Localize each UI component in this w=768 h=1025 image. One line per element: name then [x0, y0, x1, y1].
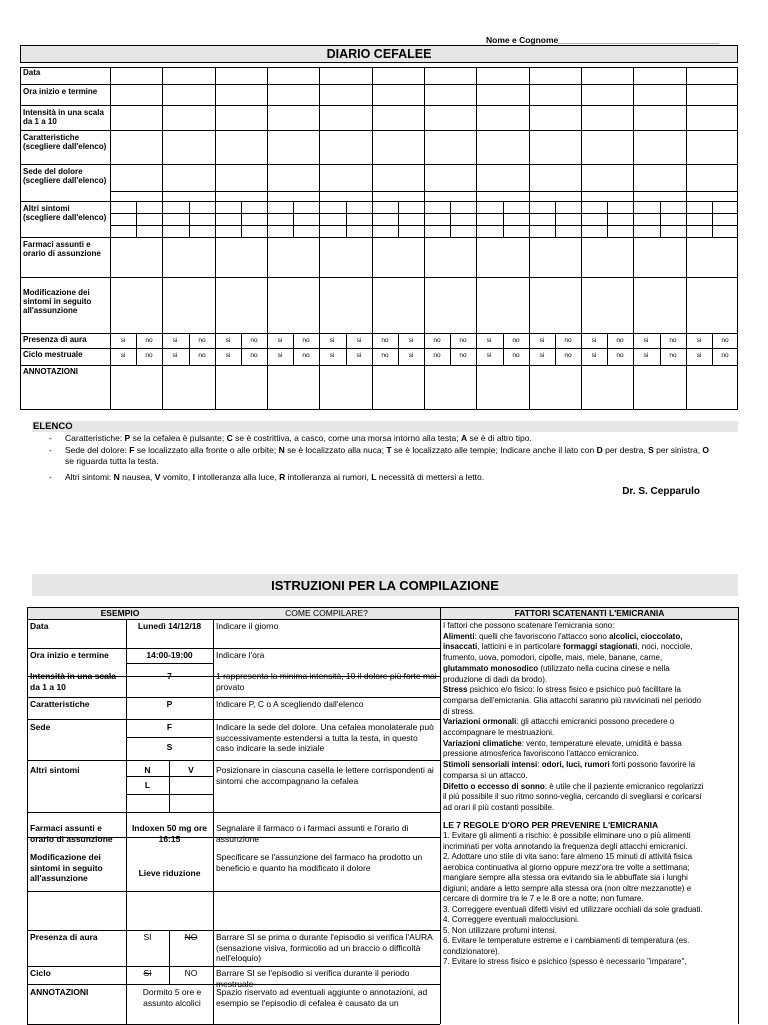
elenco-item	[49, 445, 715, 467]
ciclo-yes-no: si	[277, 352, 283, 359]
how-altri: Posizionare in ciascuna casella le lettere corrispondenti ai sintomi che accompagnano la cefalea	[216, 765, 434, 786]
aura-yes-no: si	[643, 337, 649, 344]
regola-line: 5. Non utilizzare profumi intensi.	[443, 925, 557, 935]
elenco-item	[49, 472, 745, 483]
aura-yes-no: no	[302, 337, 310, 344]
aura-yes-no: si	[486, 337, 492, 344]
diary-title: DIARIO CEFALEE	[20, 45, 738, 63]
row-rule	[27, 891, 440, 892]
elenco-item	[49, 433, 745, 444]
value-sede-2: S	[166, 742, 173, 752]
aura-yes-no: si	[120, 337, 126, 344]
text-span: Alimenti	[443, 631, 475, 641]
text-span: Stress	[443, 685, 468, 695]
fattori-line	[443, 792, 701, 802]
text-span: produzione di dadi da brodo).	[443, 674, 548, 684]
how-ora: Indicare l'ora	[216, 650, 265, 660]
elenco-header-bar	[32, 421, 738, 432]
row-label-ora: Ora inizio e termine	[30, 650, 109, 660]
text-span: T	[386, 445, 392, 455]
text-span: per destra,	[602, 445, 649, 455]
text-span: A	[460, 433, 468, 443]
value-altri-2: V	[188, 765, 194, 775]
text-span: intolleranza alla luce,	[194, 472, 280, 482]
row-label-aura: Presenza di aura	[30, 932, 98, 942]
aura-yes-no: no	[433, 337, 441, 344]
bullet-dash: -	[49, 445, 52, 455]
value-modificazione: Lieve riduzione	[138, 868, 201, 878]
half-column-rule	[346, 201, 347, 237]
example-table	[27, 607, 739, 1024]
row-label-caratteristiche: Caratteristiche	[30, 699, 90, 709]
inner-rule	[126, 794, 213, 795]
ciclo-yes-no: no	[512, 352, 520, 359]
aura-yes-no: no	[145, 337, 153, 344]
text-span: Variazioni climatiche	[443, 738, 522, 748]
value-ora: 14:00-19:00	[146, 650, 193, 660]
fattori-line	[443, 632, 682, 642]
regola-line: 1. Evitare gli alimenti a rischio: è possibile eliminare uno o più alimenti	[443, 831, 691, 840]
how-modificazione: Specificare se l'assunzione del farmaco ha prodotto un beneficio e quanto ha modificato il dolore	[216, 852, 423, 873]
inner-rule	[126, 663, 213, 664]
row-label-modificazione: Modificazione dei sintomi in seguito all'assunzione	[30, 852, 103, 883]
sub-row-rule	[110, 225, 738, 226]
half-column-rule	[293, 201, 294, 237]
row-rule	[27, 930, 440, 931]
how-sede: Indicare la sede del dolore. Una cefalea monolaterale può successivamente estendersi a tutta la testa, in questo caso indicare la sede iniziale	[216, 722, 434, 753]
half-column-rule	[398, 201, 399, 237]
row-rule	[27, 719, 440, 720]
text-span: I fattori che possono scatenare l'emicrania sono:	[443, 621, 615, 630]
name-surname-label: Nome e Cognome__________________________________	[486, 35, 719, 45]
text-span: Variazioni ormonali	[443, 717, 517, 727]
diary-row-label: Altri sintomi (scegliere dall'elenco)	[23, 204, 107, 222]
regola-line: aerobica continuativa al giorno oppure mezz'ora tre volte a settimana;	[443, 862, 690, 872]
sub-row-rule	[110, 191, 738, 192]
text-span: N	[113, 472, 120, 482]
text-span: comparsa si un attacco.	[443, 770, 528, 780]
text-span: Difetto o eccesso di sonno	[443, 781, 545, 791]
half-column-rule	[555, 201, 556, 237]
diary-row-label: Data	[23, 68, 41, 77]
text-span: :	[537, 760, 542, 770]
value-farmaci: Indoxen 50 mg ore 16:15	[131, 823, 208, 844]
aura-yes-no: si	[172, 337, 178, 344]
text-span: F	[129, 445, 135, 455]
regola-line: cercare di dormire tra le 7 e le 8 ore a notte; non fumare.	[443, 894, 644, 903]
text-span: per sinistra,	[653, 445, 703, 455]
bullet-dash: -	[49, 433, 52, 443]
value-caratteristiche: P	[166, 699, 173, 709]
value-sede-1: F	[166, 722, 173, 732]
text-span: frumento, uova, pomodori, cipolle, mais, mele, banane, carne,	[443, 653, 663, 663]
regola-line: 2. Adottare uno stile di vita sano: fare almeno 15 minuti di attività fisica	[443, 852, 693, 861]
text-span: , noci, nocciole,	[637, 642, 693, 652]
regola-line: 4. Correggere eventuali malocclusioni.	[443, 915, 580, 924]
row-rule	[20, 164, 738, 165]
ciclo-yes-no: si	[172, 352, 178, 359]
text-span: se è localizzato alla nuca;	[284, 445, 387, 455]
aura-yes-no: si	[591, 337, 597, 344]
text-span: Stimoli sensoriali intensi	[443, 760, 538, 770]
ciclo-yes-no: no	[145, 352, 153, 359]
how-data: Indicare il giorno	[216, 621, 279, 631]
table-border	[20, 409, 738, 410]
inner-rule	[126, 737, 213, 738]
aura-yes-no: si	[329, 337, 335, 344]
text-span: Sede del dolore:	[65, 445, 130, 455]
diary-row-label: ANNOTAZIONI	[23, 367, 78, 376]
text-span: : vento, temperature elevate, umidità e bassa	[521, 738, 682, 748]
text-span: il più possibile il suo ritmo sonno-veglia, cercando di svegliarsi e coricarsi	[443, 792, 702, 802]
ciclo-yes-no: si	[408, 352, 414, 359]
regole-title: LE 7 REGOLE D'ORO PER PREVENIRE L'EMICRANIA	[443, 820, 659, 830]
text-span: : gli attacchi emicranici possono precedere o	[516, 717, 675, 727]
text-span: (utilizzato nella cucina cinese e nella	[538, 663, 670, 673]
fattori-line	[443, 664, 670, 674]
ciclo-yes-no: si	[329, 352, 335, 359]
row-rule	[27, 966, 440, 967]
aura-yes-no: si	[696, 337, 702, 344]
value-altri-1: N	[144, 765, 151, 775]
row-rule	[27, 760, 440, 761]
fattori-line	[443, 621, 614, 631]
text-span: glutammato monosodico	[443, 663, 539, 673]
ciclo-yes-no: si	[591, 352, 597, 359]
fattori-line	[443, 771, 527, 781]
diary-row-label: Sede del dolore (scegliere dall'elenco)	[23, 167, 107, 185]
fattori-line	[443, 739, 682, 749]
how-farmaci: Segnalare il farmaco o i farmaci assunti e l'orario di assunzione	[216, 823, 409, 844]
aura-yes-no: no	[250, 337, 258, 344]
text-span: : è utile che il paziente emicranico regolarizzi	[544, 781, 704, 791]
text-span: V	[154, 472, 161, 482]
aura-yes-no: no	[721, 337, 729, 344]
text-span: C	[226, 433, 233, 443]
diary-row-label: Ora inizio e termine	[23, 87, 98, 96]
aura-yes-no: si	[539, 337, 545, 344]
ciclo-yes-no: no	[381, 352, 389, 359]
diary-row-label: Presenza di aura	[23, 335, 87, 344]
aura-yes-no: no	[564, 337, 572, 344]
text-span: O	[702, 445, 710, 455]
aura-yes-no: no	[512, 337, 520, 344]
text-span: odori, luci, rumori	[541, 760, 610, 770]
ciclo-yes-no: si	[486, 352, 492, 359]
value-aura-no: NO	[184, 932, 198, 942]
value-data: Lunedì 14/12/18	[137, 621, 202, 631]
ciclo-yes-no: si	[643, 352, 649, 359]
text-span: nausea,	[119, 472, 155, 482]
half-column-rule	[660, 201, 661, 237]
ciclo-yes-no: no	[198, 352, 206, 359]
text-span: insaccati	[443, 642, 478, 652]
text-span: alcolici, cioccolato,	[609, 631, 683, 641]
column-rule	[440, 607, 441, 1024]
diary-row-label: Intensità in una scala da 1 a 10	[23, 108, 104, 126]
ciclo-yes-no: si	[120, 352, 126, 359]
value-ciclo-si: SI	[143, 968, 152, 978]
fattori-line	[443, 707, 475, 717]
row-rule	[20, 105, 738, 106]
ciclo-yes-no: si	[356, 352, 362, 359]
ciclo-yes-no: si	[539, 352, 545, 359]
half-column-rule	[241, 201, 242, 237]
text-span: se è localizzato alle tempie; Indicare anche il lato con	[391, 445, 597, 455]
text-span: D	[596, 445, 603, 455]
value-aura-si: SI	[143, 932, 152, 942]
row-rule	[20, 333, 738, 334]
text-span: comparsa dell'emicrania. Glia attacchi saranno più ravvicinati nel periodo	[443, 695, 702, 705]
text-span: di stress.	[443, 706, 476, 716]
fattori-line	[443, 782, 704, 792]
text-span: se riguarda tutta la testa.	[65, 456, 159, 466]
aura-yes-no: si	[356, 337, 362, 344]
fattori-line	[443, 685, 681, 695]
ciclo-yes-no: no	[302, 352, 310, 359]
row-rule	[20, 84, 738, 85]
ciclo-yes-no: no	[250, 352, 258, 359]
headache-diary-table	[20, 67, 738, 410]
row-label-ciclo: Ciclo	[30, 968, 51, 978]
table-border	[20, 67, 21, 410]
ciclo-yes-no: no	[721, 352, 729, 359]
ciclo-yes-no: si	[696, 352, 702, 359]
fattori-line	[443, 642, 692, 652]
row-rule	[20, 348, 738, 349]
fattori-line	[443, 675, 547, 685]
diary-row-label: Modificazione dei sintomi in seguito all'assunzione	[23, 288, 92, 315]
signature: Dr. S. Cepparulo	[622, 486, 700, 497]
text-span: se localizzato alla fronte o alle orbite;	[134, 445, 279, 455]
ciclo-yes-no: no	[669, 352, 677, 359]
regola-line: 7. Evitare lo stress fisico e psichico (spesso è necessario "imparare",	[443, 957, 687, 966]
text-span: ad orari il più costanti possibile.	[443, 802, 555, 812]
row-rule	[20, 201, 738, 202]
fattori-line	[443, 728, 554, 738]
text-span: Altri sintomi:	[65, 472, 114, 482]
text-span: , latticini e in particolare	[477, 642, 564, 652]
value-altri-3: L	[144, 780, 151, 790]
text-span: R	[279, 472, 286, 482]
ciclo-yes-no: no	[564, 352, 572, 359]
regola-line: digiuni; andare a letto sempre alla stessa ora (non oltre mezzanotte) e	[443, 883, 692, 893]
diary-row-label: Caratteristiche (scegliere dall'elenco)	[23, 133, 107, 151]
aura-yes-no: no	[459, 337, 467, 344]
aura-yes-no: no	[381, 337, 389, 344]
row-label-data: Data	[30, 621, 49, 631]
text-span: accompagnare le mestruazioni.	[443, 728, 555, 737]
sub-row-rule	[110, 213, 738, 214]
fattori-line	[443, 760, 695, 770]
half-column-rule	[712, 201, 713, 237]
header-rule	[440, 619, 739, 620]
regola-line: incriminati per volta annotando la frequenza degli attacchi emicranici.	[443, 841, 688, 851]
text-span: N	[278, 445, 285, 455]
value-annotazioni: Dormito 5 ore e assunto alcolici	[142, 987, 202, 1008]
row-label-altri: Altri sintomi	[30, 765, 80, 775]
elenco-title: ELENCO	[33, 421, 73, 432]
ciclo-yes-no: no	[616, 352, 624, 359]
regola-line: mangiare sempre alla stessa ora evitando sia le abbuffate sia i lunghi	[443, 873, 688, 882]
aura-yes-no: no	[669, 337, 677, 344]
half-column-rule	[136, 201, 137, 237]
column-rule	[213, 619, 214, 1024]
ciclo-yes-no: no	[459, 352, 467, 359]
fattori-line	[443, 803, 554, 813]
text-span: se è costrittiva, a casco, come una morsa intorno alla testa;	[232, 433, 461, 443]
text-span: se la cefalea è pulsante;	[130, 433, 227, 443]
fattori-line	[443, 653, 662, 663]
aura-yes-no: si	[277, 337, 283, 344]
aura-yes-no: no	[198, 337, 206, 344]
how-ciclo: Barrare SI se l'episodio si verifica durante il periodo mestruale	[216, 968, 410, 989]
header-fattori: FATTORI SCATENANTI L'EMICRANIA	[514, 608, 665, 618]
value-ciclo-no: NO	[184, 968, 198, 978]
text-span: P	[124, 433, 131, 443]
row-label-farmaci: Farmaci assunti e orario di assunzione	[30, 823, 113, 844]
how-annotazioni: Spazio riservato ad eventuali aggiunte o annotazioni, ad esempio se l'episodio di cefalea è causato da un	[216, 987, 428, 1008]
aura-yes-no: si	[408, 337, 414, 344]
text-span: I	[192, 472, 195, 482]
text-span: : quelli che favoriscono l'attacco sono	[474, 631, 610, 641]
row-rule	[27, 648, 440, 649]
row-rule	[27, 812, 440, 813]
ciclo-yes-no: si	[225, 352, 231, 359]
text-span: psichico e/o fisico: lo stress fisico e psichico può facilitare la	[467, 685, 681, 695]
ciclo-yes-no: no	[433, 352, 441, 359]
how-aura: Barrare SI se prima o durante l'episodio si verifica l'AURA (sensazione visiva, formicolio ad un braccio o difficoltà nell'eloquio)	[216, 932, 433, 963]
value-intensita: 7	[167, 671, 172, 681]
row-rule	[27, 697, 440, 698]
text-span: S	[648, 445, 654, 455]
inner-rule	[126, 776, 213, 777]
fattori-line	[443, 717, 674, 727]
text-span: necessità di mettersi a letto.	[376, 472, 485, 482]
row-rule	[20, 365, 738, 366]
table-border	[27, 607, 28, 1024]
text-span: intolleranza ai rumori,	[285, 472, 372, 482]
row-rule	[20, 237, 738, 238]
how-intensita: 1 rappresenta la minima intensità, 10 il dolore più forte mai provato	[216, 671, 437, 692]
aura-yes-no: si	[225, 337, 231, 344]
fattori-line	[443, 749, 639, 759]
regola-line: 3. Correggere eventuali difetti visivi ed utilizzare occhiali da sole graduati.	[443, 904, 703, 914]
how-caratteristiche: Indicare P, C o A scegliendo dall'elenco	[216, 699, 364, 709]
row-rule	[20, 130, 738, 131]
header-esempio: ESEMPIO	[100, 608, 140, 618]
table-border	[20, 67, 738, 68]
half-column-rule	[450, 201, 451, 237]
text-span: se è di altro tipo.	[467, 433, 532, 443]
text-span: pressione atmosferica favoriscono l'attacco emicranico.	[443, 749, 639, 759]
row-label-intensita: Intensità in una scala da 1 a 10	[30, 671, 116, 692]
diary-row-label: Farmaci assunti e orario di assunzione	[23, 240, 101, 258]
half-column-rule	[503, 201, 504, 237]
fattori-line	[443, 696, 701, 706]
row-label-annotazioni: ANNOTAZIONI	[30, 987, 89, 997]
diary-row-label: Ciclo mestruale	[23, 350, 83, 359]
row-rule	[27, 619, 440, 620]
text-span: formaggi stagionati	[563, 642, 638, 652]
regola-line: condizionatore).	[443, 946, 500, 956]
row-label-sede: Sede	[30, 722, 51, 732]
instructions-title: ISTRUZIONI PER LA COMPILAZIONE	[271, 578, 499, 593]
aura-yes-no: no	[616, 337, 624, 344]
text-span: Caratteristiche:	[65, 433, 125, 443]
row-rule	[20, 277, 738, 278]
half-column-rule	[607, 201, 608, 237]
bullet-dash: -	[49, 472, 52, 482]
header-come-compilare: COME COMPILARE?	[285, 608, 368, 618]
regola-line: 6. Evitare le temperature estreme e i cambiamenti di temperatura (es.	[443, 936, 690, 945]
text-span: forti possono favorire la	[609, 760, 696, 770]
text-span: vomito,	[160, 472, 193, 482]
text-span: L	[371, 472, 377, 482]
half-column-rule	[189, 201, 190, 237]
